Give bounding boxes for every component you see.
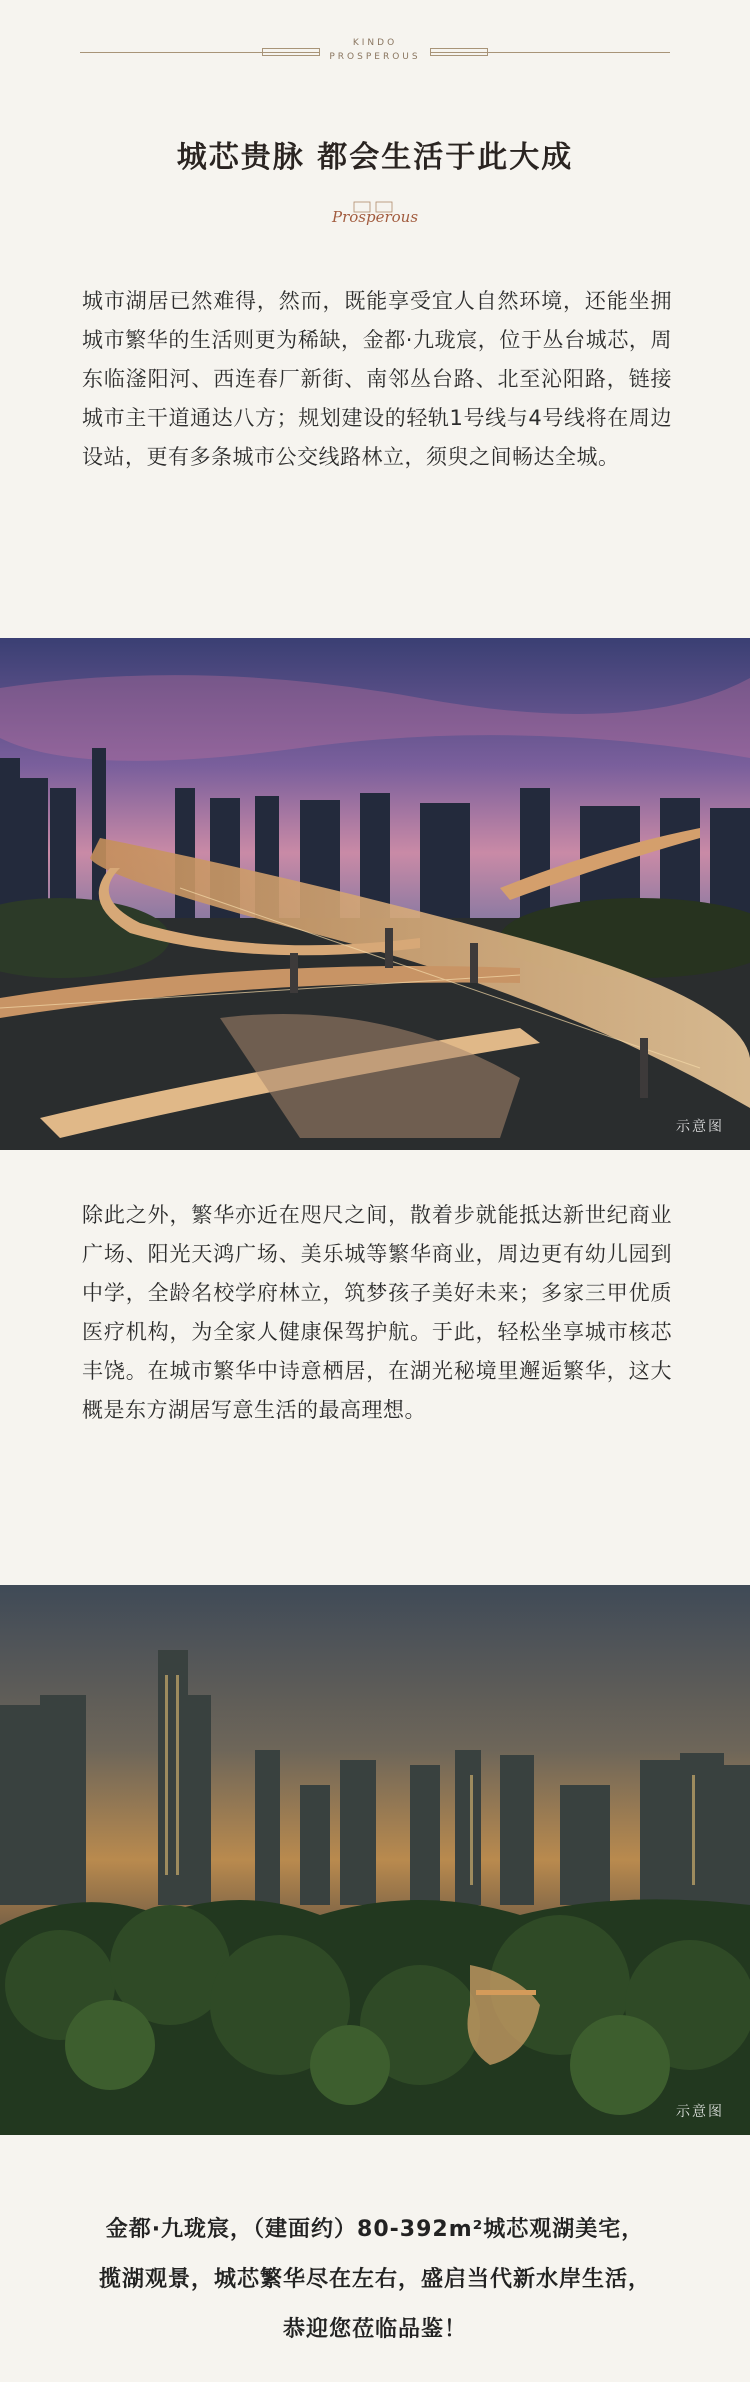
page-title: 城芯贵脉 都会生活于此大成 <box>176 140 574 175</box>
closing-line-2: 揽湖观景，城芯繁华尽在左右，盛启当代新水岸生活， <box>98 2267 651 2292</box>
lakeside-park-image <box>0 1585 750 2135</box>
brand-mark <box>0 36 750 64</box>
closing-line-1: 金都·九珑宸，（建面约）80-392m²城芯观湖美宅， <box>105 2217 645 2242</box>
photo1-caption: 示意图 <box>676 1119 724 1135</box>
brand-line-1: KINDO <box>352 38 398 48</box>
brand-line-2: PROSPEROUS <box>329 52 421 62</box>
photo2-caption: 示意图 <box>676 2104 724 2120</box>
script-subtitle: Prosperous <box>331 208 419 226</box>
closing-line-3: 恭迎您莅临品鉴！ <box>282 2317 467 2342</box>
interchange-photo <box>0 638 750 1150</box>
lakeside-park-photo <box>0 1585 750 2135</box>
intro-paragraph: 城市湖居已然难得，然而，既能享受宜人自然环境，还能坐拥城市繁华的生活则更为稀缺，金都·九珑宸，位于丛台城芯，周东临滏阳河、西连春厂新街、南邻丛台路、北至沁阳路，链接城市主干道通达八方；规划建设的轻轨1号线与4号线将在周边设站，更有多条城市公交线路林立，须臾之间畅达全城。 <box>82 289 672 469</box>
interchange-image <box>0 638 750 1150</box>
second-paragraph: 除此之外，繁华亦近在咫尺之间，散着步就能抵达新世纪商业广场、阳光天鸿广场、美乐城等繁华商业，周边更有幼儿园到中学，全龄名校学府林立，筑梦孩子美好未来；多家三甲优质医疗机构，为全家人健康保驾护航。于此，轻松坐享城市核芯丰饶。在城市繁华中诗意栖居，在湖光秘境里邂逅繁华，这大概是东方湖居写意生活的最高理想。 <box>82 1203 672 1422</box>
